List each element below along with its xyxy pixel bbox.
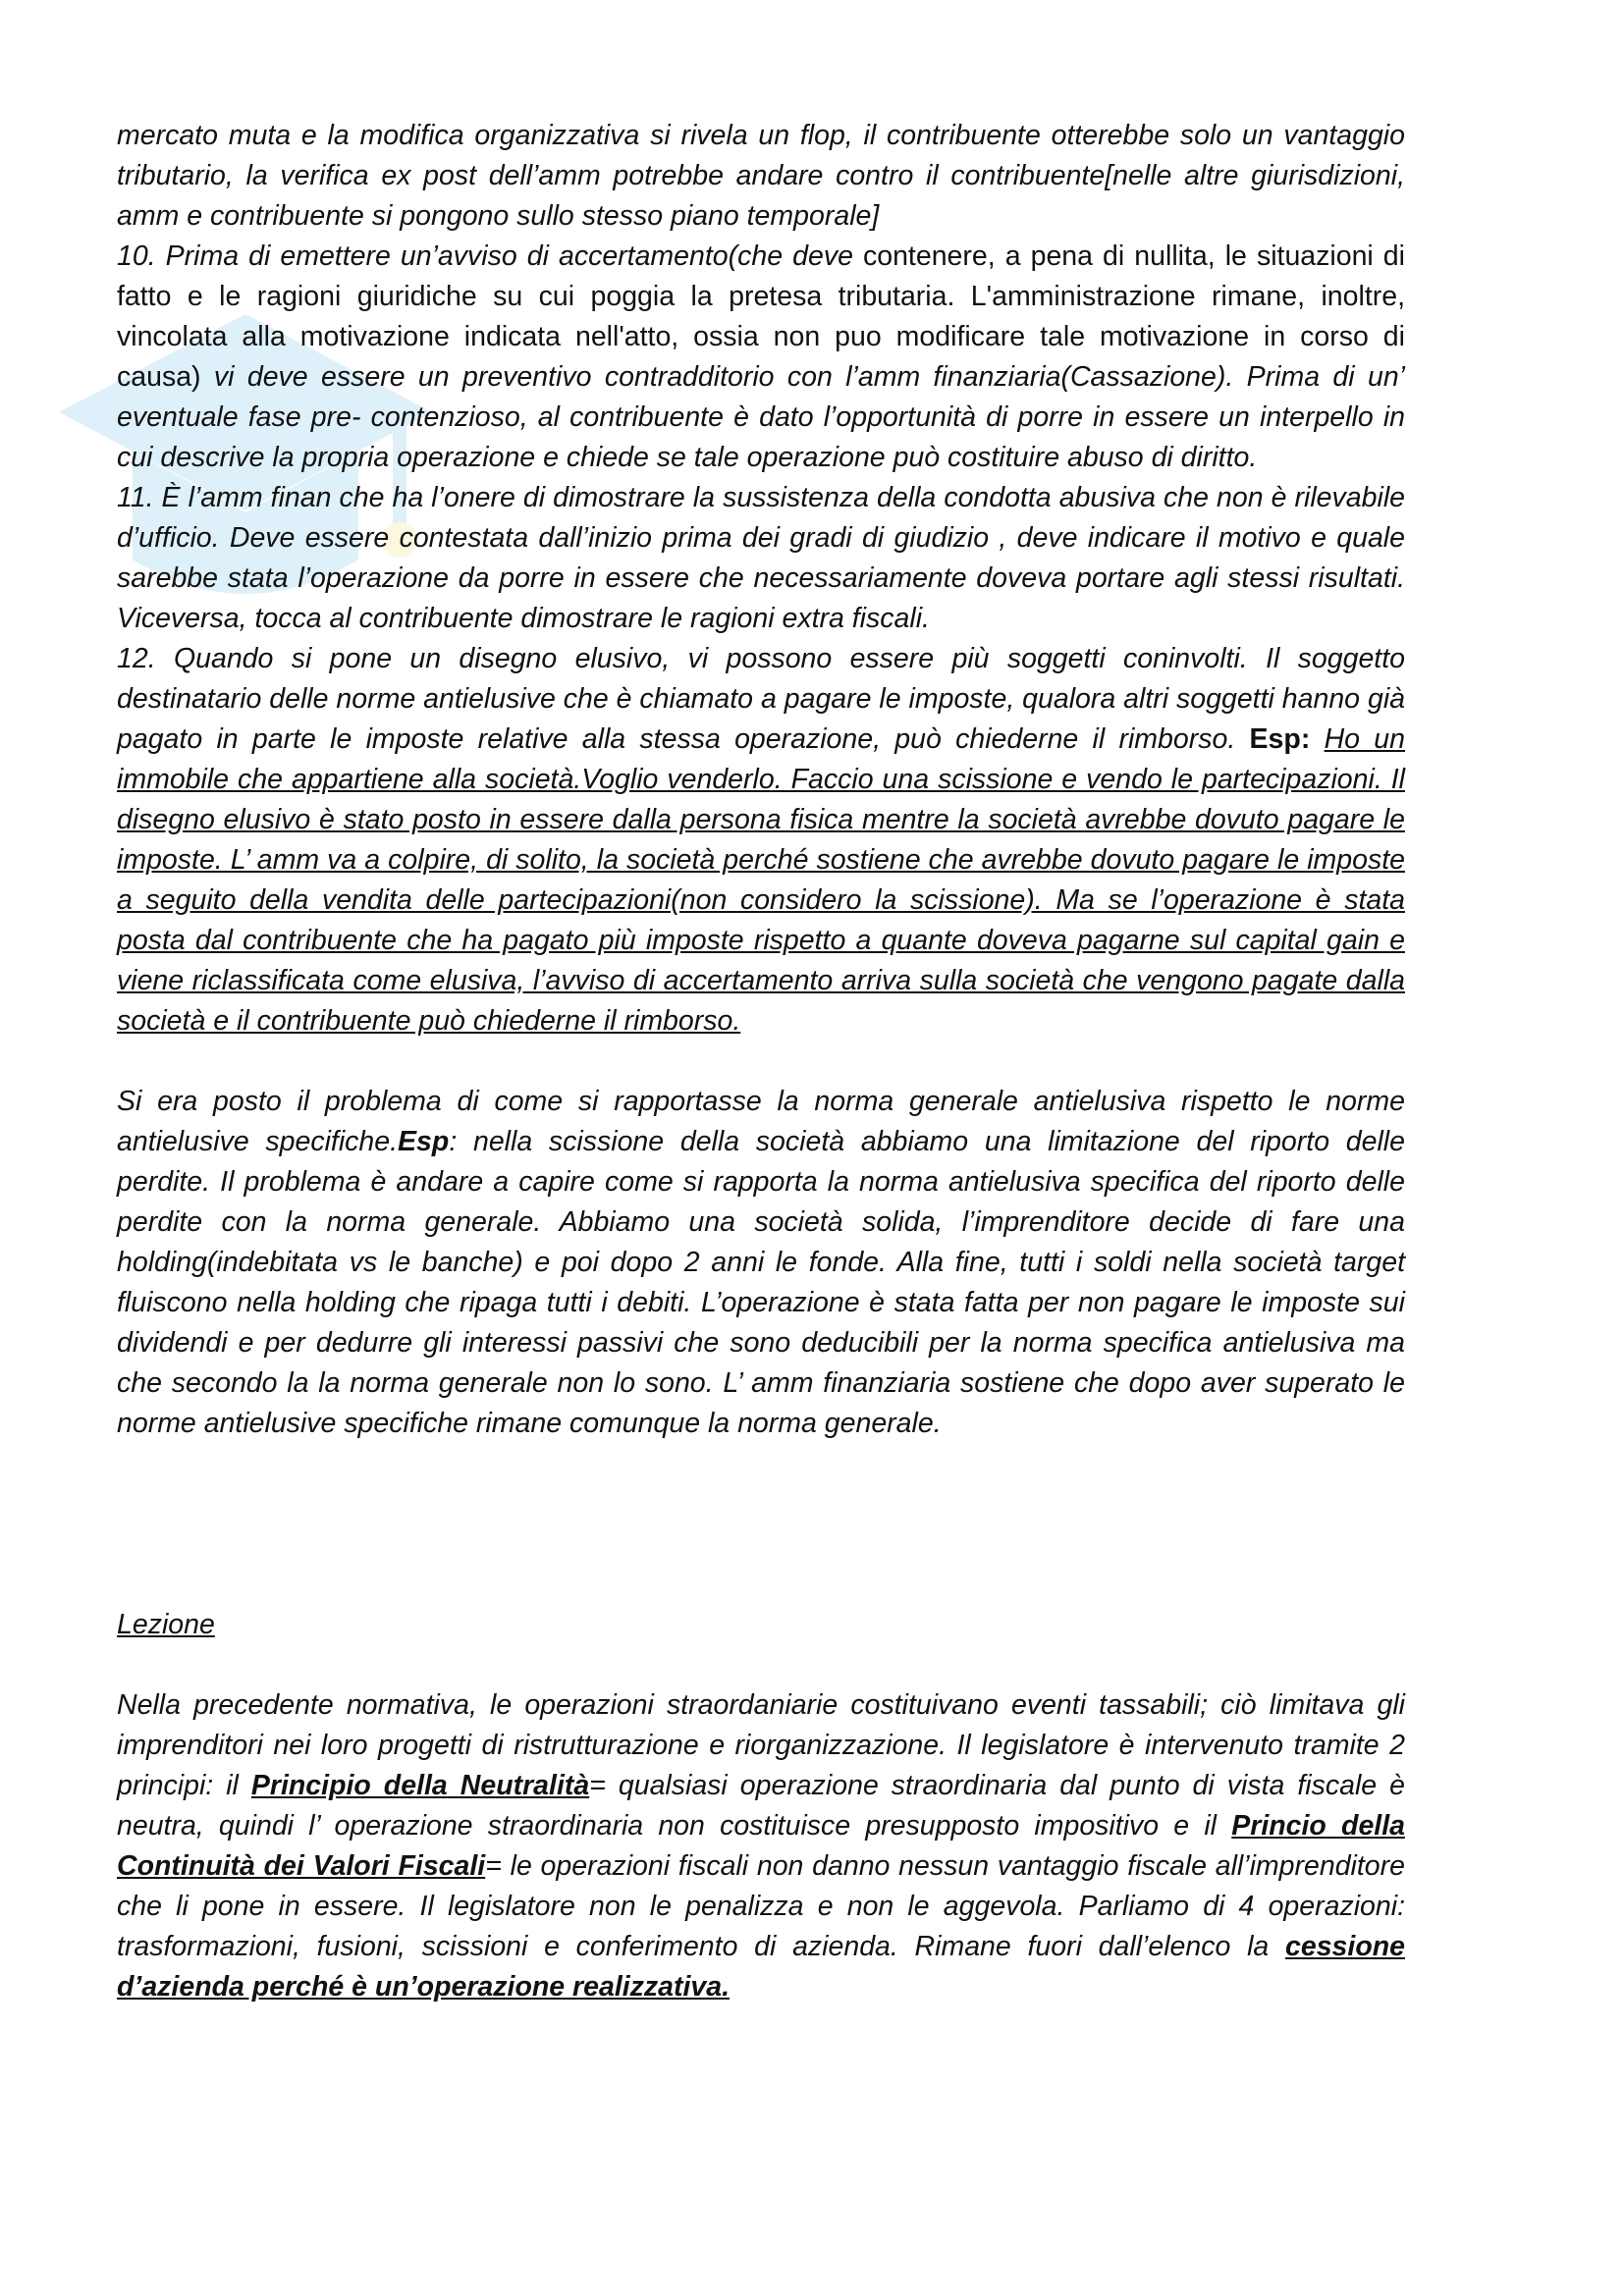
paragraph-point-10 [117, 237, 1405, 478]
antielusive-text-b: : nella scissione della società abbiamo una limitazione del riporto delle perdite. Il problema è andare a capire come si rapporta la norma antielusiva specifica del riporto delle perdite con la norma generale. Abbiamo una società solida, l’imprenditore decide di fare una holding(indebitata vs le banche) e poi dopo 2 anni le fonde. Alla fine, tutti i soldi nella società target fluiscono nella holding che ripaga tutti i debiti. L’operazione è stata fatta per non pagare le imposte sui dividendi e per dedurre gli interessi passivi che sono deducibili per la norma specifica antielusiva ma che secondo la la norma generale non lo sono. L’ amm finanziaria sostiene che dopo aver superato le norme antielusive specifiche rimane comunque la norma generale. [117, 1126, 1405, 1439]
neutrality-principle: Principio della Neutralità [250, 1770, 590, 1801]
paragraph-point-11 [117, 478, 1405, 639]
antielusive-text-a: Si era posto il problema di come si rapportasse la norma generale antielusiva rispetto le norme antielusive specifiche. [117, 1086, 1405, 1157]
example-label: Esp: [1249, 723, 1311, 755]
antielusive-example-label: Esp [398, 1126, 450, 1157]
point-12-text: 12. Quando si pone un disegno elusivo, vi possono essere più soggetti coninvolti. Il soggetto destinatario delle norme antielusive che è chiamato a pagare le imposte, qualora altri soggetti hanno già pagato in parte le imposte relative alla stessa operazione, può chiederne il rimborso. [117, 643, 1405, 755]
paragraph-antielusive [117, 1082, 1405, 1444]
section-heading [117, 1605, 1405, 1645]
point-10-text-b: contenere, a pena di nullita, le situazioni di fatto e le ragioni giuridiche su cui poggia la pretesa tributaria. L'amministrazione rimane, inoltre, vincolata alla motivazione indicata nell'atto, ossia non puo modificare tale motivazione in corso di causa) [117, 240, 1405, 393]
paragraph-point-12 [117, 639, 1405, 1041]
paragraph-intro [117, 116, 1405, 237]
lesson-heading: Lezione [117, 1609, 215, 1640]
example-text: Ho un immobile che appartiene alla società.Voglio venderlo. Faccio una scissione e vendo le partecipazioni. Il disegno elusivo è stato posto in essere dalla persona fisica mentre la società avrebbe dovuto pagare le imposte. L’ amm va a colpire, di solito, la società perché sostiene che avrebbe dovuto pagare le imposte a seguito della vendita delle partecipazioni(non considero la scissione). Ma se l’operazione è stata posta dal contribuente che ha pagato più imposte rispetto a quante doveva pagarne sul capital gain e viene riclassificata come elusiva, l’avviso di accertamento arriva sulla società che vengono pagate dalla società e il contribuente può chiederne il rimborso. [117, 723, 1405, 1037]
document-body [117, 116, 1405, 2007]
point-11-text: 11. È l’amm finan che ha l’onere di dimostrare la sussistenza della condotta abusiva che non è rilevabile d’ufficio. Deve essere contestata dall’inizio prima dei gradi di giudizio , deve indicare il motivo e quale sarebbe stata l’operazione da porre in essere che necessariamente doveva portare agli stessi risultati. Viceversa, tocca al contribuente dimostrare le ragioni extra fiscali. [117, 482, 1405, 634]
paragraph-intro-text: mercato muta e la modifica organizzativa si rivela un flop, il contribuente otterebbe solo un vantaggio tributario, la verifica ex post dell’amm potrebbe andare contro il contribuente[nelle altre giurisdizioni, amm e contribuente si pongono sullo stesso piano temporale] [117, 120, 1405, 232]
paragraph-lesson [117, 1685, 1405, 2007]
lesson-conclusion: cessione d’azienda perché è un’operazione realizzativa. [117, 1931, 1405, 2002]
lesson-text-d: = le operazioni fiscali non danno nessun vantaggio fiscale all’imprenditore che li pone in essere. Il legislatore non le penalizza e non le aggevola. Parliamo di 4 operazioni: trasformazioni, fusioni, scissioni e conferimento di azienda. Rimane fuori dall’elenco la [117, 1850, 1405, 1962]
continuity-principle: Princio della Continuità dei Valori Fiscali [117, 1810, 1405, 1882]
point-10-text-a: 10. Prima di emettere un’avviso di accertamento(che deve [117, 240, 863, 272]
lesson-text-c: = qualsiasi operazione straordinaria dal punto di vista fiscale è neutra, quindi l’ operazione straordinaria non costituisce presupposto impositivo e il [117, 1770, 1405, 1842]
lesson-text-a: Nella precedente normativa, le operazioni straordaniarie costituivano eventi tassabili; ciò limitava gli imprenditori nei loro progetti di ristrutturazione e riorganizzazione. Il legislatore è intervenuto tramite 2 principi: il [117, 1689, 1405, 1801]
point-10-text-c: vi deve essere un preventivo contradditorio con l’amm finanziaria(Cassazione). Prima di un’ eventuale fase pre- contenzioso, al contribuente è dato l’opportunità di porre in essere un interpello in cui descrive la propria operazione e chiede se tale operazione può costituire abuso di diritto. [117, 361, 1405, 473]
